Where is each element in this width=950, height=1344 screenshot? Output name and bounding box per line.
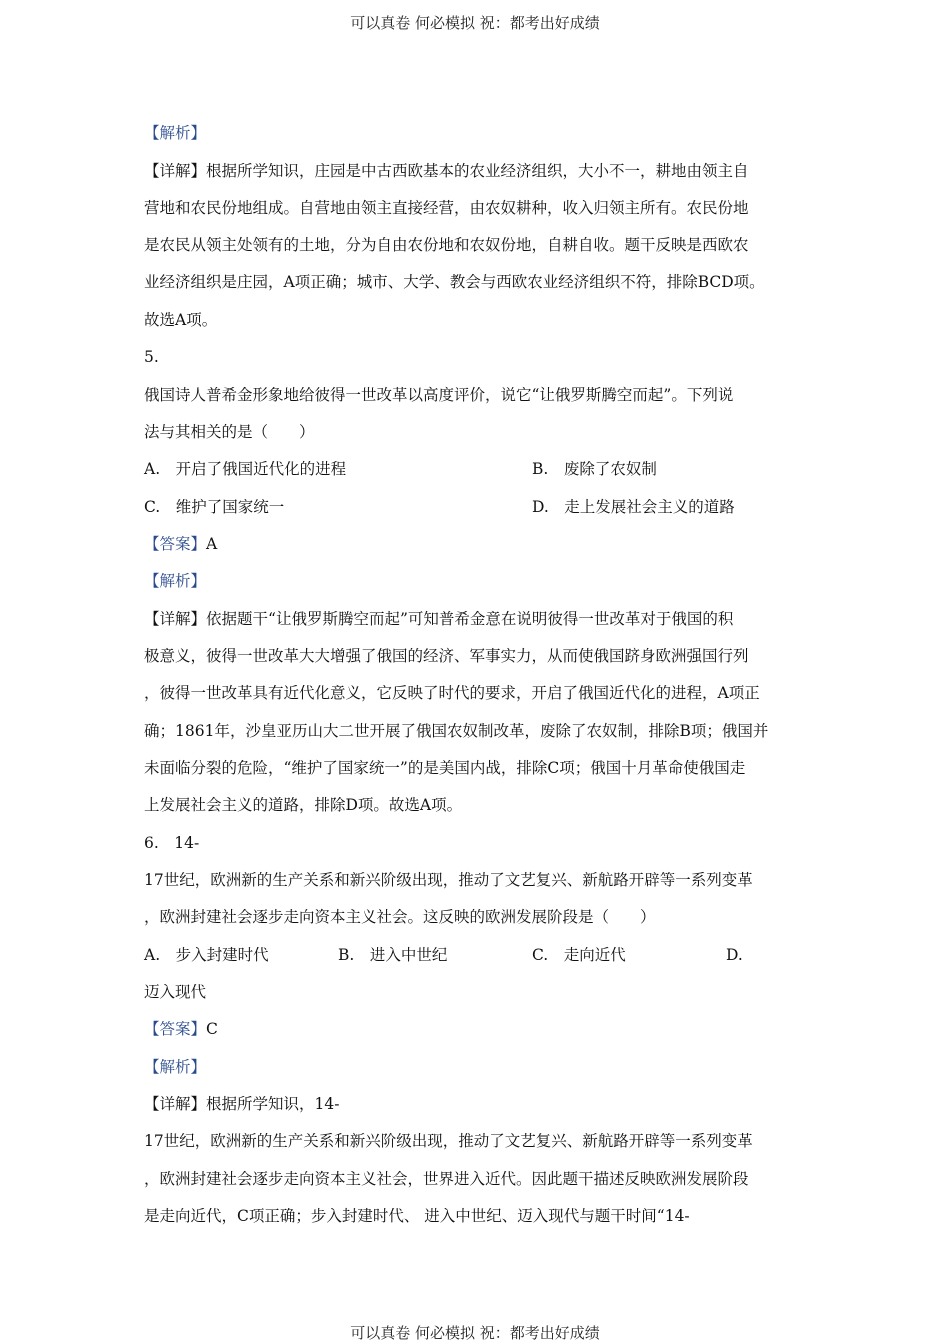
q4-detail-line: 是农民从领主处领有的土地，分为自由农份地和农奴份地，自耕自收。题干反映是西欧农 — [144, 236, 749, 254]
q5-detail-line: 极意义，彼得一世改革大大增强了俄国的经济、军事实力，从而使俄国跻身欧洲强国行列 — [144, 647, 749, 665]
q5-detail-text: 依据题干“让俄罗斯腾空而起”可知普希金意在说明彼得一世改革对于俄国的积 — [206, 610, 734, 628]
q6-stem-line: ，欧洲封建社会逐步走向资本主义社会。这反映的欧洲发展阶段是（ ） — [144, 908, 656, 926]
q6-detail-line: 是走向近代，C项正确；步入封建时代、 进入中世纪、迈入现代与题干时间“14- — [144, 1207, 690, 1225]
q5-option-d: D. 走上发展社会主义的道路 — [532, 498, 735, 516]
q5-analysis-heading — [144, 570, 809, 592]
q5-stem-line: 俄国诗人普希金形象地给彼得一世改革以高度评价，说它“让俄罗斯腾空而起”。下列说 — [144, 386, 734, 404]
q5-detail-line: 确；1861年，沙皇亚历山大二世开展了俄国农奴制改革，废除了农奴制，排除B项；俄国并 — [144, 722, 769, 740]
q5-detail-line: 上发展社会主义的道路，排除D项。故选A项。 — [144, 796, 463, 814]
analysis-tag: 【解析】 — [144, 572, 207, 590]
q6-option-d-text: 迈入现代 — [144, 983, 207, 1001]
analysis-tag: 【解析】 — [144, 124, 207, 142]
q5-detail-line: 未面临分裂的危险，“维护了国家统一”的是美国内战，排除C项；俄国十月革命使俄国走 — [144, 759, 746, 777]
q6-detail-line: 17世纪，欧洲新的生产关系和新兴阶级出现，推动了文艺复兴、新航路开辟等一系列变革 — [144, 1132, 753, 1150]
answer-tag: 【答案】 — [144, 535, 207, 553]
q6-detail-text: 根据所学知识，14- — [206, 1095, 340, 1113]
q6-stem-line: 17世纪，欧洲新的生产关系和新兴阶级出现，推动了文艺复兴、新航路开辟等一系列变革 — [144, 871, 753, 889]
q5-option-b: B. 废除了农奴制 — [532, 460, 657, 478]
answer-value: A — [206, 535, 218, 553]
q4-detail-line: 营地和农民份地组成。自营地由领主直接经营，由农奴耕种，收入归领主所有。农民份地 — [144, 199, 749, 217]
q6-option-c: C. 走向近代 — [532, 946, 626, 964]
q6-option-a: A. 步入封建时代 — [144, 946, 269, 964]
q5-option-a: A. 开启了俄国近代化的进程 — [144, 460, 347, 478]
q6-detail-line — [144, 1093, 809, 1115]
q6-analysis-heading — [144, 1056, 809, 1078]
q5-stem-line: 法与其相关的是（ ） — [144, 423, 315, 441]
q5-number: 5. — [144, 348, 159, 366]
q4-detail-line: 业经济组织是庄园，A项正确；城市、大学、教会与西欧农业经济组织不符，排除BCD项。 — [144, 273, 765, 291]
analysis-tag: 【解析】 — [144, 1058, 207, 1076]
q4-detail-line: 故选A项。 — [144, 311, 218, 329]
q4-detail-text: 根据所学知识，庄园是中古西欧基本的农业经济组织，大小不一，耕地由领主自 — [206, 162, 749, 180]
detail-tag: 【详解】 — [144, 162, 207, 180]
q6-number: 6. 14- — [144, 834, 200, 852]
detail-tag: 【详解】 — [144, 1095, 207, 1113]
answer-tag: 【答案】 — [144, 1020, 207, 1038]
answer-value: C — [206, 1020, 218, 1038]
q4-detail-line — [144, 160, 809, 182]
q6-option-d: D. — [726, 946, 743, 964]
q6-option-b: B. 进入中世纪 — [338, 946, 448, 964]
page-footer: 可以真卷 何必模拟 祝：都考出好成绩 — [350, 1324, 600, 1342]
q5-option-c: C. 维护了国家统一 — [144, 498, 285, 516]
q5-detail-line: ，彼得一世改革具有近代化意义，它反映了时代的要求，开启了俄国近代化的进程，A项正 — [144, 684, 760, 702]
page-header: 可以真卷 何必模拟 祝：都考出好成绩 — [350, 14, 600, 32]
q5-detail-line — [144, 608, 809, 630]
q6-answer — [144, 1018, 809, 1040]
detail-tag: 【详解】 — [144, 610, 207, 628]
q5-answer — [144, 533, 809, 555]
q4-analysis-heading — [144, 122, 809, 144]
q6-detail-line: ，欧洲封建社会逐步走向资本主义社会，世界进入近代。因此题干描述反映欧洲发展阶段 — [144, 1170, 749, 1188]
